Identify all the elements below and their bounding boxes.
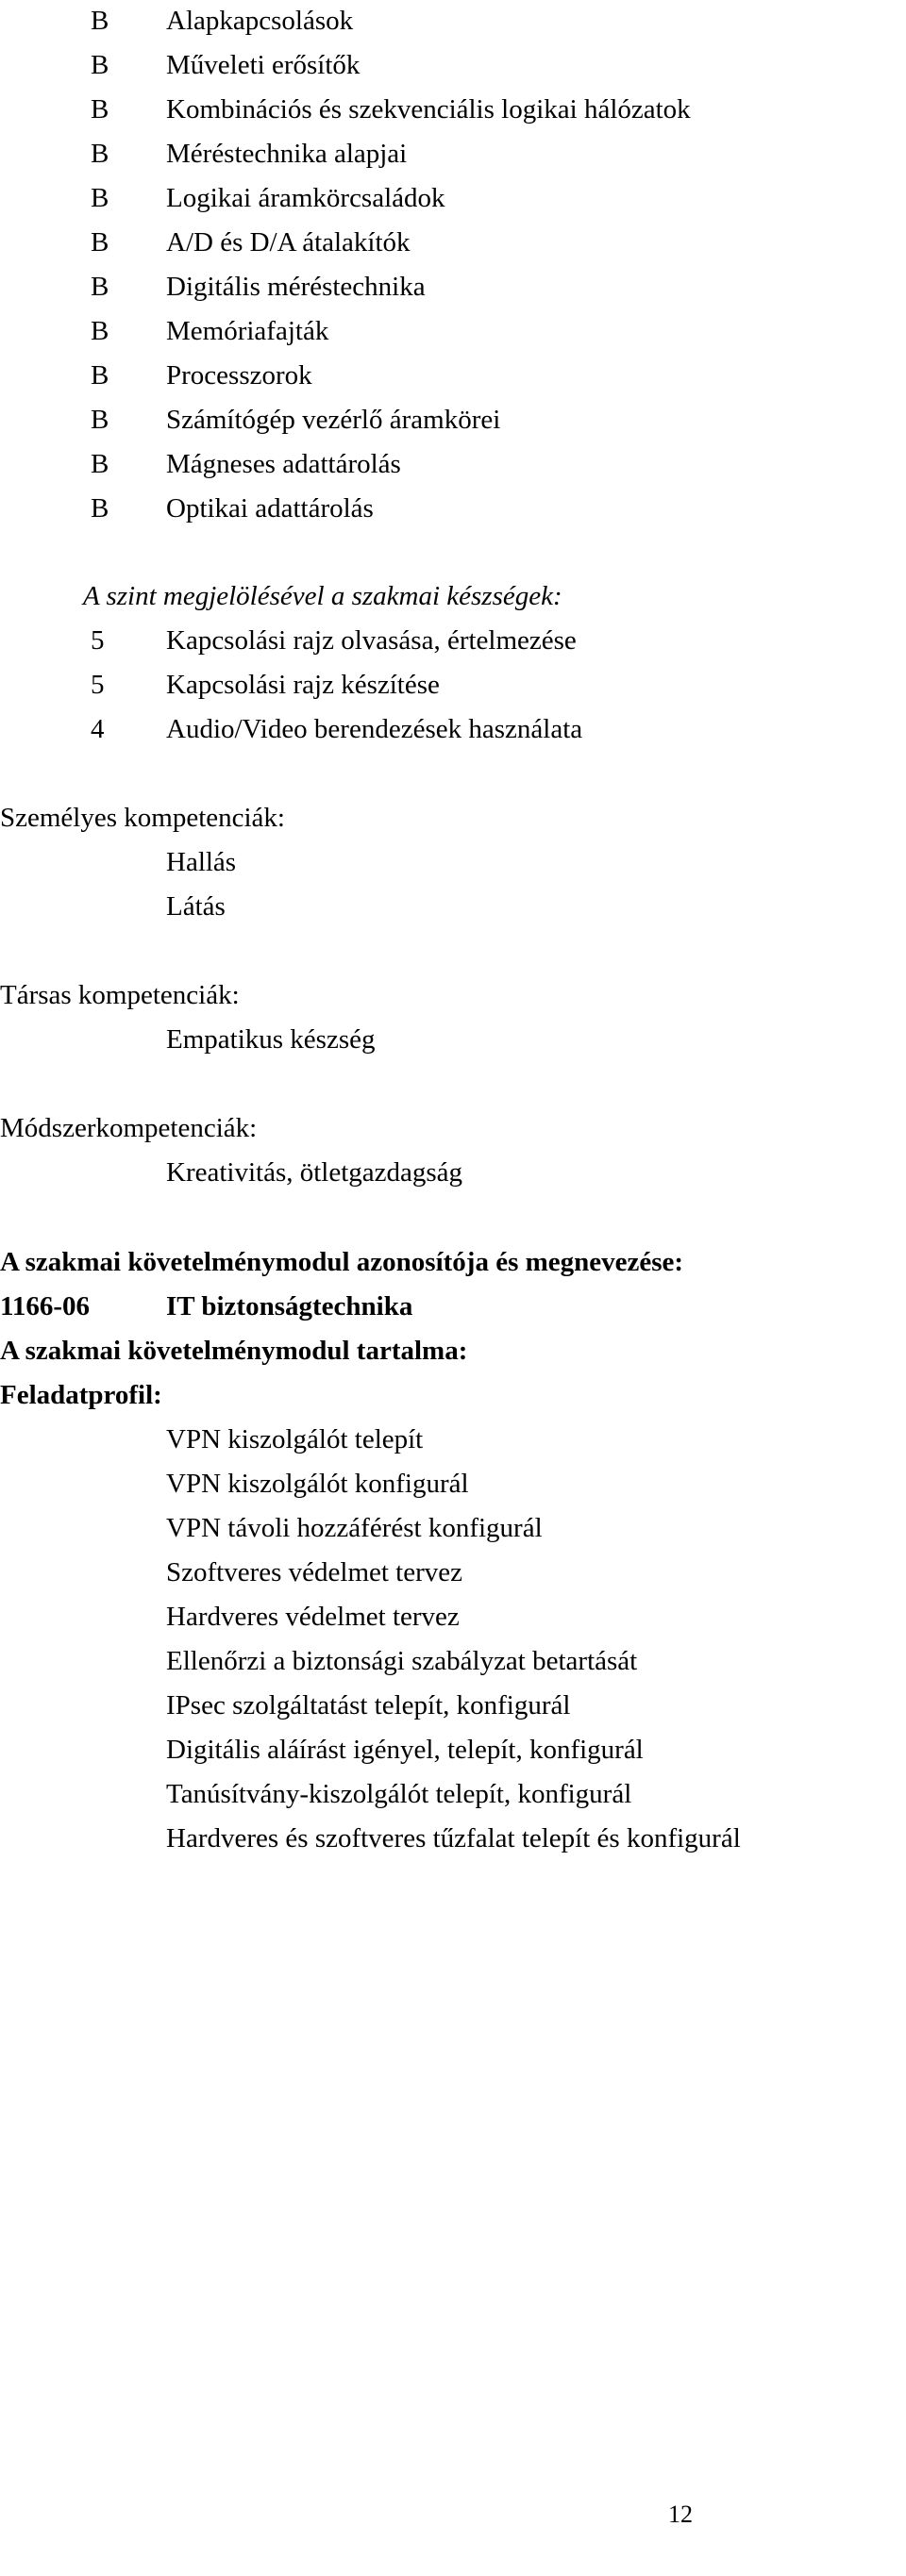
task-item: Tanúsítvány-kiszolgálót telepít, konfigurál (166, 1779, 632, 1809)
item-text: Optikai adattárolás (166, 493, 374, 524)
task-item: VPN kiszolgálót konfigurál (166, 1469, 469, 1499)
item-text: Műveleti erősítők (166, 50, 361, 80)
task-item: VPN távoli hozzáférést konfigurál (166, 1513, 543, 1543)
task-item: Szoftveres védelmet tervez (166, 1557, 463, 1587)
level-code: B (91, 272, 109, 302)
item-text: Méréstechnika alapjai (166, 139, 408, 169)
level-code: B (91, 50, 109, 80)
personal-heading: Személyes kompetenciák: (0, 803, 285, 833)
item-text: Mágneses adattárolás (166, 449, 401, 479)
module-id: 1166-06 (0, 1291, 91, 1321)
item-text: Processzorok (166, 360, 312, 391)
task-item: IPsec szolgáltatást telepít, konfigurál (166, 1690, 571, 1720)
item-text: Kombinációs és szekvenciális logikai hálózatok (166, 94, 691, 125)
skills-heading: A szint megjelölésével a szakmai készségek: (83, 581, 562, 611)
level-code: B (91, 449, 109, 479)
skill-text: Kapcsolási rajz készítése (166, 670, 440, 700)
skill-level: 4 (91, 714, 105, 744)
task-item: Hardveres és szoftveres tűzfalat telepít és konfigurál (166, 1823, 741, 1853)
module-id-heading: A szakmai követelménymodul azonosítója és megnevezése: (0, 1247, 684, 1277)
item-text: Memóriafajták (166, 316, 329, 346)
level-code: B (91, 360, 109, 391)
social-heading: Társas kompetenciák: (0, 980, 240, 1010)
level-code: B (91, 316, 109, 346)
profile-heading: Feladatprofil: (0, 1380, 162, 1410)
page-number: 12 (668, 2501, 693, 2528)
personal-item: Hallás (166, 847, 237, 877)
level-code: B (91, 405, 109, 435)
task-item: Ellenőrzi a biztonsági szabályzat betartását (166, 1646, 638, 1676)
skill-level: 5 (91, 670, 105, 700)
task-item: Digitális aláírást igényel, telepít, konfigurál (166, 1735, 644, 1765)
item-text: Számítógép vezérlő áramkörei (166, 405, 501, 435)
social-item: Empatikus készség (166, 1024, 376, 1055)
level-code: B (91, 94, 109, 125)
level-code: B (91, 493, 109, 524)
personal-item: Látás (166, 891, 226, 922)
level-code: B (91, 227, 109, 258)
level-code: B (91, 183, 109, 213)
item-text: Digitális méréstechnika (166, 272, 426, 302)
item-text: Alapkapcsolások (166, 6, 354, 36)
level-code: B (91, 6, 109, 36)
item-text: A/D és D/A átalakítók (166, 227, 411, 258)
item-text: Logikai áramkörcsaládok (166, 183, 445, 213)
task-item: VPN kiszolgálót telepít (166, 1424, 424, 1454)
module-content-heading: A szakmai követelménymodul tartalma: (0, 1336, 468, 1366)
skill-text: Kapcsolási rajz olvasása, értelmezése (166, 625, 577, 656)
task-item: Hardveres védelmet tervez (166, 1602, 460, 1632)
skill-level: 5 (91, 625, 105, 656)
level-code: B (91, 139, 109, 169)
module-name: IT biztonságtechnika (166, 1291, 413, 1321)
method-item: Kreativitás, ötletgazdagság (166, 1157, 463, 1188)
skill-text: Audio/Video berendezések használata (166, 714, 583, 744)
method-heading: Módszerkompetenciák: (0, 1113, 258, 1143)
